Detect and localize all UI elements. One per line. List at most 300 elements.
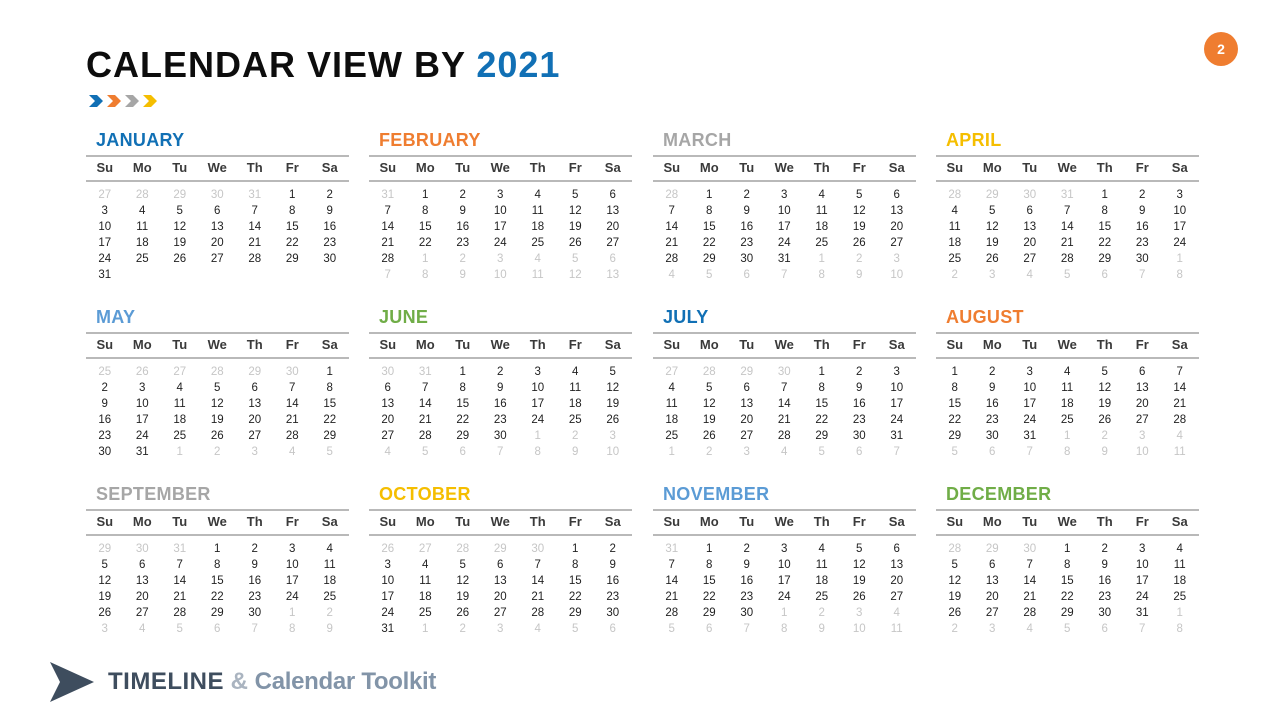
adjacent-day-cell: 1 [818,253,825,265]
adjacent-day-cell: 31 [1060,189,1074,201]
day-cell: 26 [98,607,112,619]
day-cell: 29 [948,430,962,442]
adjacent-day-cell: 5 [572,623,579,635]
weekday-label: Th [529,337,546,352]
day-cell: 1 [951,366,958,378]
day-cell: 24 [381,607,395,619]
adjacent-day-cell: 9 [572,446,579,458]
adjacent-day-cell: 6 [989,446,996,458]
day-cell: 12 [852,559,866,571]
day-cell: 7 [668,559,675,571]
divider [936,332,1199,334]
day-cell: 12 [98,575,112,587]
adjacent-day-cell: 29 [740,366,754,378]
day-cell: 13 [248,398,262,410]
day-cell: 6 [893,543,900,555]
divider [653,332,916,334]
adjacent-day-cell: 8 [781,623,788,635]
day-cell: 27 [381,430,395,442]
day-cell: 13 [606,205,620,217]
day-cell: 13 [135,575,149,587]
divider [936,357,1199,359]
adjacent-day-cell: 1 [176,446,183,458]
adjacent-day-cell: 30 [531,543,545,555]
weekday-label: We [490,337,510,352]
adjacent-day-cell: 2 [572,430,579,442]
day-cell: 23 [323,237,337,249]
adjacent-day-cell: 4 [893,607,900,619]
weekday-label: Sa [888,337,905,352]
day-cell: 5 [856,543,863,555]
day-cell: 11 [1061,382,1074,394]
day-cell: 7 [422,382,429,394]
day-cell: 2 [1139,189,1146,201]
weekday-label: Fr [852,337,866,352]
day-cell: 24 [1135,591,1149,603]
day-cell: 21 [248,237,262,249]
divider [936,534,1199,536]
day-cell: 11 [948,221,961,233]
divider [369,155,632,157]
adjacent-day-cell: 10 [493,269,507,281]
adjacent-day-cell: 10 [852,623,866,635]
day-cell: 23 [606,591,620,603]
day-cell: 4 [818,543,825,555]
day-cell: 11 [323,559,336,571]
weekday-label: Sa [321,337,338,352]
day-cell: 4 [951,205,958,217]
day-cell: 13 [1023,221,1037,233]
day-cell: 8 [706,559,713,571]
weekday-label: Th [1096,160,1113,175]
adjacent-day-cell: 3 [497,623,504,635]
adjacent-day-cell: 28 [702,366,716,378]
weekday-label: We [207,160,227,175]
day-cell: 11 [815,205,828,217]
day-cell: 21 [1173,398,1187,410]
day-cell: 16 [852,398,866,410]
day-cell: 31 [381,623,395,635]
day-cell: 23 [740,237,754,249]
adjacent-day-cell: 29 [985,189,999,201]
day-cell: 22 [568,591,582,603]
day-cell: 29 [456,430,470,442]
day-cell: 21 [531,591,545,603]
day-cell: 12 [173,221,187,233]
adjacent-day-cell: 1 [534,430,541,442]
day-cell: 12 [1098,382,1112,394]
divider [653,534,916,536]
month-august [936,307,1199,467]
day-cell: 15 [568,575,582,587]
weekday-label: Tu [1022,514,1038,529]
adjacent-day-cell: 4 [1176,430,1183,442]
day-cell: 13 [740,398,754,410]
day-cell: 4 [422,559,429,571]
day-cell: 28 [173,607,187,619]
month-july [653,307,916,467]
day-cell: 8 [706,205,713,217]
day-cell: 10 [98,221,112,233]
day-cell: 5 [856,189,863,201]
weekday-label: Sa [888,160,905,175]
weekday-label: Su [96,514,114,529]
month-october [369,484,632,644]
day-cell: 7 [289,382,296,394]
day-cell: 8 [326,382,333,394]
weekday-label: Th [813,337,830,352]
day-cell: 1 [289,189,296,201]
adjacent-day-cell: 2 [951,269,958,281]
day-cell: 26 [173,253,187,265]
day-cell: 27 [210,253,224,265]
day-cell: 25 [948,253,962,265]
adjacent-day-cell: 6 [214,623,221,635]
day-cell: 4 [572,366,579,378]
adjacent-day-cell: 4 [534,253,541,265]
day-cell: 19 [210,414,224,426]
day-cell: 20 [1023,237,1037,249]
adjacent-day-cell: 6 [1101,269,1108,281]
day-cell: 23 [248,591,262,603]
divider [653,180,916,182]
day-cell: 2 [743,189,750,201]
month-february [369,130,632,290]
weekday-label: Tu [739,514,755,529]
weekday-header [369,159,632,177]
day-cell: 14 [381,221,395,233]
day-cell: 2 [459,189,466,201]
month-name: SEPTEMBER [96,484,211,504]
adjacent-day-cell: 7 [1139,623,1146,635]
day-cell: 20 [135,591,149,603]
weekday-header [86,336,349,354]
day-cell: 2 [326,189,333,201]
day-cell: 30 [852,430,866,442]
weekday-label: Fr [1135,514,1149,529]
day-cell: 9 [1101,559,1108,571]
day-cell: 17 [98,237,112,249]
adjacent-day-cell: 5 [706,269,713,281]
day-cell: 19 [606,398,620,410]
day-cell: 8 [289,205,296,217]
adjacent-day-cell: 8 [289,623,296,635]
weekday-label: Mo [699,514,719,529]
day-cell: 28 [665,253,679,265]
adjacent-day-cell: 4 [668,269,675,281]
day-cell: 10 [1135,559,1149,571]
day-cell: 16 [248,575,262,587]
weekday-label: We [774,160,794,175]
day-cell: 6 [497,559,504,571]
divider [653,357,916,359]
adjacent-day-cell: 31 [173,543,187,555]
adjacent-day-cell: 5 [176,623,183,635]
weekday-label: Fr [285,160,299,175]
day-cell: 4 [534,189,541,201]
day-cell: 30 [740,607,754,619]
day-cell: 14 [665,575,679,587]
adjacent-day-cell: 9 [459,269,466,281]
day-cell: 16 [740,221,754,233]
adjacent-day-cell: 11 [890,623,903,635]
day-cell: 6 [893,189,900,201]
day-cell: 24 [531,414,545,426]
day-cell: 3 [384,559,391,571]
adjacent-day-cell: 27 [418,543,432,555]
day-cell: 1 [459,366,466,378]
weekday-label: Mo [415,160,435,175]
adjacent-day-cell: 4 [384,446,391,458]
day-cell: 12 [456,575,470,587]
day-cell: 8 [422,205,429,217]
day-cell: 25 [568,414,582,426]
adjacent-day-cell: 30 [1023,543,1037,555]
chevron-yellow-icon [143,95,157,107]
divider [936,155,1199,157]
weekday-label: Mo [415,337,435,352]
weekday-header [369,513,632,531]
day-cell: 30 [1098,607,1112,619]
day-cell: 17 [1135,575,1149,587]
day-cell: 20 [985,591,999,603]
weekday-label: Su [946,514,964,529]
day-cell: 8 [951,382,958,394]
weekday-label: Tu [739,337,755,352]
day-cell: 21 [285,414,299,426]
day-cell: 13 [890,559,904,571]
day-cell: 19 [173,237,187,249]
day-cell: 9 [101,398,108,410]
day-cell: 25 [1060,414,1074,426]
day-cell: 18 [815,575,829,587]
divider [86,357,349,359]
day-cell: 24 [890,414,904,426]
day-cell: 25 [815,237,829,249]
adjacent-day-cell: 13 [606,269,620,281]
day-cell: 10 [285,559,299,571]
day-cell: 7 [781,382,788,394]
day-cell: 28 [777,430,791,442]
day-cell: 29 [568,607,582,619]
day-cell: 20 [890,575,904,587]
weekday-label: Su [379,337,397,352]
weekday-label: Su [96,160,114,175]
weekday-label: Th [246,337,263,352]
day-cell: 22 [1098,237,1112,249]
adjacent-day-cell: 29 [248,366,262,378]
day-cell: 30 [248,607,262,619]
day-cell: 24 [1023,414,1037,426]
day-cell: 28 [531,607,545,619]
weekday-label: Tu [455,514,471,529]
adjacent-day-cell: 28 [135,189,149,201]
day-cell: 31 [1023,430,1037,442]
day-cell: 4 [326,543,333,555]
day-cell: 9 [743,205,750,217]
day-cell: 9 [609,559,616,571]
adjacent-day-cell: 5 [326,446,333,458]
day-cell: 14 [1060,221,1074,233]
weekday-label: Th [529,514,546,529]
day-cell: 9 [1139,205,1146,217]
adjacent-day-cell: 2 [459,253,466,265]
day-cell: 5 [176,205,183,217]
day-cell: 21 [777,414,791,426]
day-cell: 22 [815,414,829,426]
day-cell: 9 [326,205,333,217]
divider [369,180,632,182]
divider [936,180,1199,182]
day-cell: 25 [173,430,187,442]
day-cell: 19 [948,591,962,603]
weekday-label: Sa [1171,160,1188,175]
day-cell: 12 [985,221,999,233]
adjacent-day-cell: 12 [568,269,582,281]
day-cell: 6 [989,559,996,571]
day-cell: 18 [815,221,829,233]
day-cell: 17 [1023,398,1037,410]
day-cell: 10 [531,382,545,394]
day-cell: 7 [251,205,258,217]
day-cell: 10 [1023,382,1037,394]
day-grid [86,364,349,460]
day-cell: 6 [609,189,616,201]
day-cell: 15 [210,575,224,587]
adjacent-day-cell: 8 [534,446,541,458]
day-cell: 26 [1098,414,1112,426]
adjacent-day-cell: 6 [1101,623,1108,635]
day-cell: 17 [1173,221,1187,233]
day-grid [86,541,349,637]
adjacent-day-cell: 9 [1101,446,1108,458]
month-name: JULY [663,307,709,327]
day-cell: 15 [418,221,432,233]
day-cell: 19 [852,575,866,587]
title-year: 2021 [476,44,561,85]
day-cell: 18 [531,221,545,233]
day-grid [936,364,1199,460]
day-grid [653,364,916,460]
day-cell: 17 [493,221,507,233]
adjacent-day-cell: 2 [856,253,863,265]
day-cell: 15 [456,398,470,410]
day-grid [369,364,632,460]
day-cell: 27 [890,591,904,603]
day-cell: 3 [289,543,296,555]
day-cell: 20 [381,414,395,426]
divider [369,332,632,334]
day-cell: 13 [890,205,904,217]
month-november [653,484,916,644]
day-cell: 16 [1135,221,1149,233]
day-cell: 4 [1064,366,1071,378]
adjacent-day-cell: 5 [951,446,958,458]
day-cell: 3 [1176,189,1183,201]
adjacent-day-cell: 5 [572,253,579,265]
weekday-label: We [774,337,794,352]
weekday-label: Sa [321,514,338,529]
day-cell: 22 [702,591,716,603]
day-cell: 4 [1176,543,1183,555]
day-cell: 24 [285,591,299,603]
day-grid [369,541,632,637]
day-cell: 17 [531,398,545,410]
day-cell: 22 [285,237,299,249]
weekday-label: Sa [1171,514,1188,529]
day-cell: 18 [1060,398,1074,410]
weekday-label: Tu [455,337,471,352]
day-cell: 16 [1098,575,1112,587]
day-cell: 12 [702,398,716,410]
divider [369,534,632,536]
day-cell: 7 [384,205,391,217]
adjacent-day-cell: 10 [890,269,904,281]
day-cell: 7 [534,559,541,571]
adjacent-day-cell: 3 [609,430,616,442]
day-cell: 5 [214,382,221,394]
day-cell: 2 [251,543,258,555]
adjacent-day-cell: 7 [384,269,391,281]
day-cell: 3 [1139,543,1146,555]
day-cell: 18 [418,591,432,603]
adjacent-day-cell: 8 [1176,269,1183,281]
day-cell: 11 [419,575,432,587]
day-cell: 9 [459,205,466,217]
month-name: FEBRUARY [379,130,481,150]
adjacent-day-cell: 4 [139,623,146,635]
day-cell: 15 [1060,575,1074,587]
day-cell: 21 [381,237,395,249]
adjacent-day-cell: 8 [818,269,825,281]
day-cell: 8 [459,382,466,394]
day-cell: 1 [706,543,713,555]
day-cell: 28 [1173,414,1187,426]
adjacent-day-cell: 8 [1064,446,1071,458]
month-name: NOVEMBER [663,484,770,504]
day-cell: 25 [665,430,679,442]
adjacent-day-cell: 11 [531,269,544,281]
day-grid [86,187,349,283]
weekday-label: We [207,337,227,352]
adjacent-day-cell: 30 [210,189,224,201]
adjacent-day-cell: 3 [743,446,750,458]
adjacent-day-cell: 1 [1064,430,1071,442]
day-cell: 5 [1101,366,1108,378]
day-cell: 10 [493,205,507,217]
day-grid [653,187,916,283]
day-cell: 30 [1135,253,1149,265]
day-grid [936,187,1199,283]
day-cell: 7 [668,205,675,217]
day-cell: 30 [740,253,754,265]
weekday-label: Fr [852,160,866,175]
adjacent-day-cell: 1 [668,446,675,458]
day-cell: 28 [285,430,299,442]
weekday-label: Fr [1135,337,1149,352]
day-cell: 5 [101,559,108,571]
day-cell: 23 [740,591,754,603]
adjacent-day-cell: 28 [210,366,224,378]
day-cell: 16 [740,575,754,587]
weekday-label: Th [813,160,830,175]
day-cell: 11 [531,205,544,217]
page-number-badge: 2 [1204,32,1238,66]
day-cell: 11 [136,221,149,233]
divider [936,509,1199,511]
day-cell: 24 [135,430,149,442]
day-cell: 10 [1173,205,1187,217]
